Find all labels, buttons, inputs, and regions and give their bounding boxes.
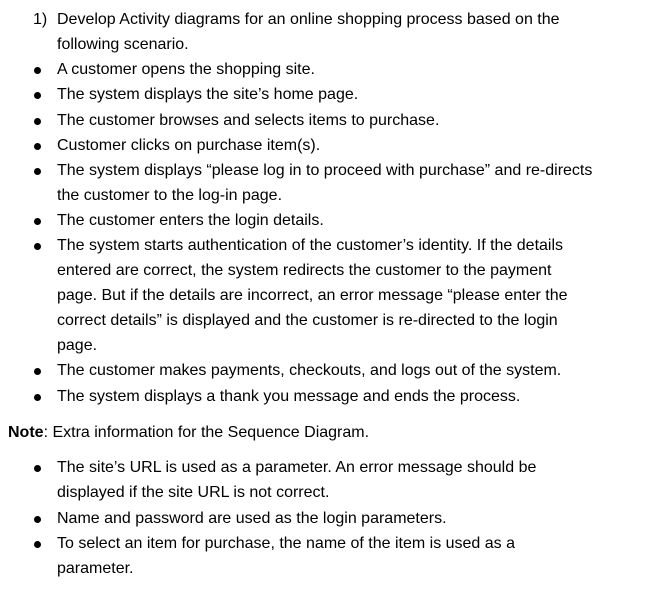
task-number: 1) (33, 11, 48, 28)
task-line-1: Develop Activity diagrams for an online shopping process based on the (57, 11, 560, 28)
scenario-item-4: Customer clicks on purchase item(s). (57, 137, 321, 154)
bullet-icon (34, 516, 41, 523)
bullet-icon (34, 168, 41, 175)
extra-item-3-line-1: To select an item for purchase, the name of the item is used as a (57, 535, 516, 552)
task-line-2: following scenario. (57, 36, 189, 53)
note-text: : Extra information for the Sequence Diagram. (43, 424, 370, 441)
extra-item-2: Name and password are used as the login parameters. (57, 510, 447, 527)
scenario-item-7-line-5: page. (57, 337, 98, 354)
bullet-icon (34, 143, 41, 150)
note-paragraph (8, 423, 369, 443)
extra-item-1-line-2: displayed if the site URL is not correct. (57, 484, 330, 501)
scenario-item-6: The customer enters the login details. (57, 212, 324, 229)
bullet-icon (34, 118, 41, 125)
extra-item-1-line-1: The site’s URL is used as a parameter. An error message should be (57, 459, 537, 476)
scenario-item-8: The customer makes payments, checkouts, and logs out of the system. (57, 362, 562, 379)
bullet-icon (34, 92, 41, 99)
note-label: Note (8, 424, 44, 441)
bullet-icon (34, 243, 41, 250)
scenario-item-5-line-1: The system displays “please log in to proceed with purchase” and re-directs (57, 162, 593, 179)
scenario-item-5-line-2: the customer to the log-in page. (57, 187, 283, 204)
bullet-icon (34, 394, 41, 401)
scenario-item-2: The system displays the site’s home page. (57, 86, 359, 103)
scenario-item-7-line-2: entered are correct, the system redirects the customer to the payment (57, 262, 552, 279)
scenario-item-9: The system displays a thank you message and ends the process. (57, 388, 521, 405)
bullet-icon (34, 218, 41, 225)
scenario-item-3: The customer browses and selects items to purchase. (57, 112, 440, 129)
scenario-item-1: A customer opens the shopping site. (57, 61, 315, 78)
bullet-icon (34, 67, 41, 74)
bullet-icon (34, 541, 41, 548)
extra-item-3-line-2: parameter. (57, 560, 134, 577)
bullet-icon (34, 465, 41, 472)
bullet-icon (34, 368, 41, 375)
scenario-item-7-line-3: page. But if the details are incorrect, an error message “please enter the (57, 287, 568, 304)
scenario-item-7-line-1: The system starts authentication of the customer’s identity. If the details (57, 237, 564, 254)
scenario-item-7-line-4: correct details” is displayed and the customer is re-directed to the login (57, 312, 558, 329)
